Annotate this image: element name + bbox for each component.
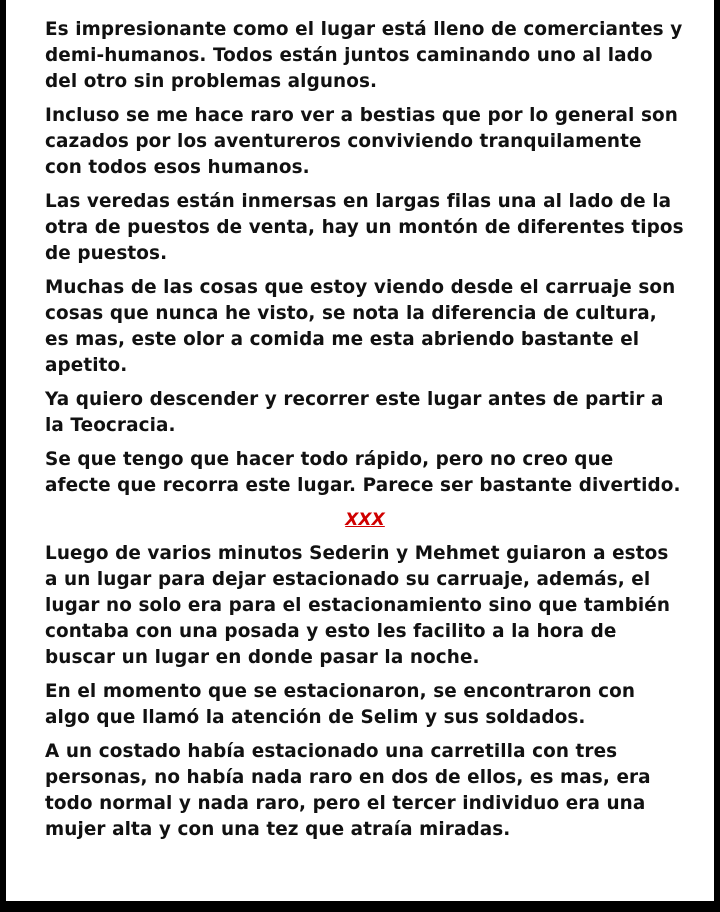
paragraph-8: En el momento que se estacionaron, se encontraron con algo que llamó la atención de Selim y sus soldados.	[45, 681, 636, 728]
paragraph-6: Se que tengo que hacer todo rápido, pero no creo que afecte que recorra este lugar. Parece ser bastante divertido.	[45, 449, 681, 496]
scene-separator	[45, 507, 685, 533]
paragraph-9: A un costado había estacionado una carretilla con tres personas, no había nada raro en dos de ellos, es mas, era todo normal y nada raro, pero el tercer individuo era una mujer alta y con una tez que atraía miradas.	[45, 741, 651, 840]
story-text	[45, 17, 685, 851]
paragraph-4: Muchas de las cosas que estoy viendo desde el carruaje son cosas que nunca he visto, se nota la diferencia de cultura, es mas, este olor a comida me esta abriendo bastante el apetito.	[45, 277, 676, 376]
paragraph-5: Ya quiero descender y recorrer este lugar antes de partir a la Teocracia.	[45, 389, 664, 436]
paragraph-2: Incluso se me hace raro ver a bestias que por lo general son cazados por los aventureros conviviendo tranquilamente con todos esos humanos.	[45, 105, 678, 178]
document-page	[6, 0, 714, 901]
paragraph-3: Las veredas están inmersas en largas filas una al lado de la otra de puestos de venta, hay un montón de diferentes tipos de puestos.	[45, 191, 684, 264]
scene-separator-label: XXX	[345, 510, 385, 530]
paragraph-1: Es impresionante como el lugar está lleno de comerciantes y demi-humanos. Todos están juntos caminando uno al lado del otro sin problemas algunos.	[45, 19, 683, 92]
paragraph-7: Luego de varios minutos Sederin y Mehmet guiaron a estos a un lugar para dejar estacionado su carruaje, además, el lugar no solo era para el estacionamiento sino que también contaba con una posada y esto les facilito a la hora de buscar un lugar en donde pasar la noche.	[45, 543, 671, 668]
